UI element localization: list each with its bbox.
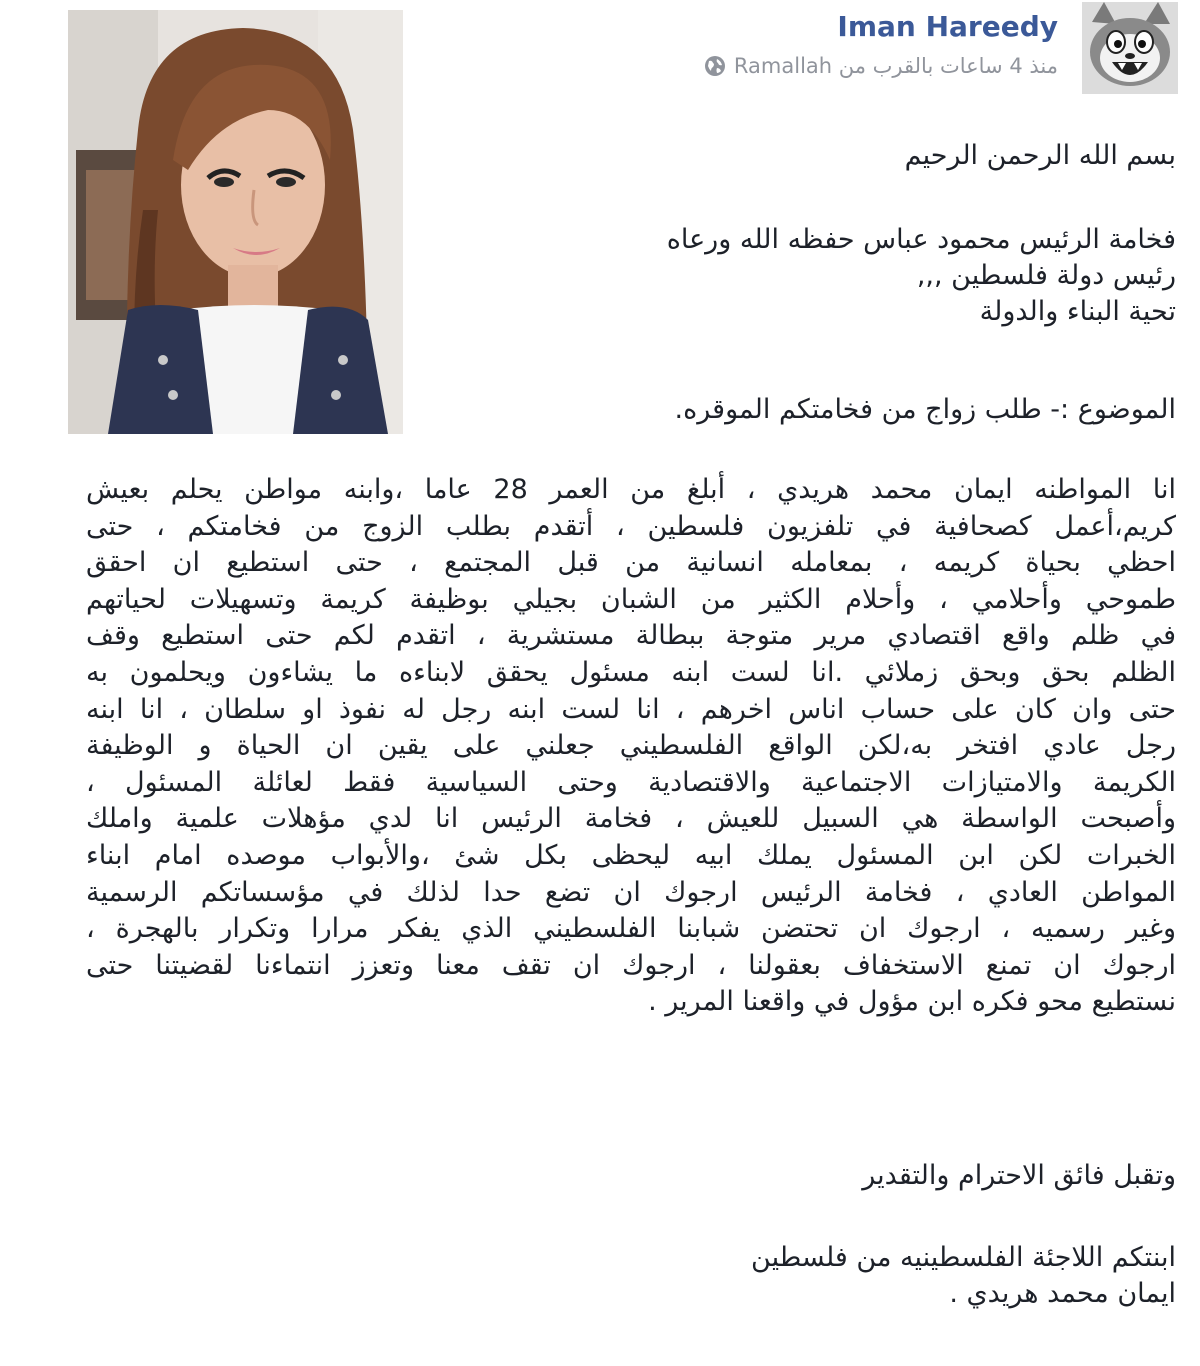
signature-block xyxy=(436,1240,1176,1312)
address-line: رئيس دولة فلسطين ,,, xyxy=(916,260,1176,291)
body-line: حتى وان كان على حساب اناس اخرهم ، انا لست ابنه رجل له نفوذ او سلطان ، انا ابنه xyxy=(86,693,1176,725)
body-line: وأصبحت الواسطة هي السبيل للعيش ، فخامة الرئيس انا لدي مؤهلات علمية واملك xyxy=(86,803,1176,835)
greeting-line: بسم الله الرحمن الرحيم xyxy=(904,140,1176,171)
body-line: احظي بحياة كريمه ، بمعامله انسانية من قبل المجتمع ، حتى استطيع ان احقق xyxy=(86,547,1176,579)
portrait-photo xyxy=(68,10,403,434)
address-line: تحية البناء والدولة xyxy=(979,296,1176,327)
post-meta xyxy=(704,54,1058,78)
main-paragraph xyxy=(86,472,1176,1021)
author-name-link[interactable]: Iman Hareedy xyxy=(837,10,1058,43)
post-photo[interactable] xyxy=(68,10,403,434)
body-line: الظلم بحق وبحق زملائي .انا لست ابنه مسئول يحقق لابناءه ما يشاءون ويحلمون به xyxy=(86,656,1176,688)
subject-line: الموضوع :- طلب زواج من فخامتكم الموقره. xyxy=(674,394,1176,425)
body-line: الكريمة والامتيازات الاجتماعية والاقتصادية وحتى السياسية فقط لعائلة المسئول ، xyxy=(86,766,1176,798)
greeting xyxy=(436,138,1176,174)
signature-line: ابنتكم اللاجئة الفلسطينيه من فلسطين xyxy=(751,1242,1176,1273)
avatar[interactable] xyxy=(1082,2,1178,94)
address-block xyxy=(436,222,1176,330)
body-line: نستطيع محو فكره ابن مؤول في واقعنا المرير . xyxy=(648,986,1176,1018)
closing-line: وتقبل فائق الاحترام والتقدير xyxy=(862,1160,1176,1191)
signature-line: ايمان محمد هريدي . xyxy=(949,1278,1176,1309)
globe-icon[interactable] xyxy=(704,55,726,77)
body-line: رجل عادي افتخر به،لكن الواقع الفلسطيني جعلني على يقين ان الحياة و الوظيفة xyxy=(86,730,1176,762)
subject xyxy=(436,392,1176,428)
address-line: فخامة الرئيس محمود عباس حفظه الله ورعاه xyxy=(666,224,1176,255)
body-line: في ظلم واقع اقتصادي مرير متوجة ببطالة مستشرية ، اتقدم لكم حتى استطيع وقف xyxy=(86,620,1176,652)
post-time-location[interactable]: منذ 4 ساعات بالقرب من Ramallah xyxy=(733,54,1058,78)
body-line: ارجوك ان تمنع الاستخفاف بعقولنا ، ارجوك ان تقف معنا وتعزز انتماءنا لقضيتنا حتى xyxy=(86,949,1176,981)
body-line: كريم،أعمل كصحافية في تلفزيون فلسطين ، أتقدم بطلب الزوج من فخامتكم ، حتى xyxy=(86,510,1176,542)
cartoon-cat-avatar-icon xyxy=(1082,2,1178,94)
body-line: انا المواطنه ايمان محمد هريدي ، أبلغ من العمر 28 عاما ،وابنه مواطن يحلم بعيش xyxy=(86,474,1176,505)
closing xyxy=(436,1158,1176,1194)
body-line: طموحي وأحلامي ، وأحلام الكثير من الشبان بجيلي بوظيفة كريمة وتسهيلات لحياتهم xyxy=(86,583,1176,615)
body-line: الخبرات لكن ابن المسئول يملك ابيه ليحظى بكل شئ ،والأبواب موصده امام ابناء xyxy=(86,839,1176,871)
body-line: المواطن العادي ، فخامة الرئيس ارجوك ان تضع حدا لذلك في مؤسساتكم الرسمية xyxy=(86,876,1176,908)
body-line: وغير رسميه ، ارجوك ان تحتضن شبابنا الفلسطيني الذي يفكر مرارا وتكرار بالهجرة ، xyxy=(86,913,1176,945)
